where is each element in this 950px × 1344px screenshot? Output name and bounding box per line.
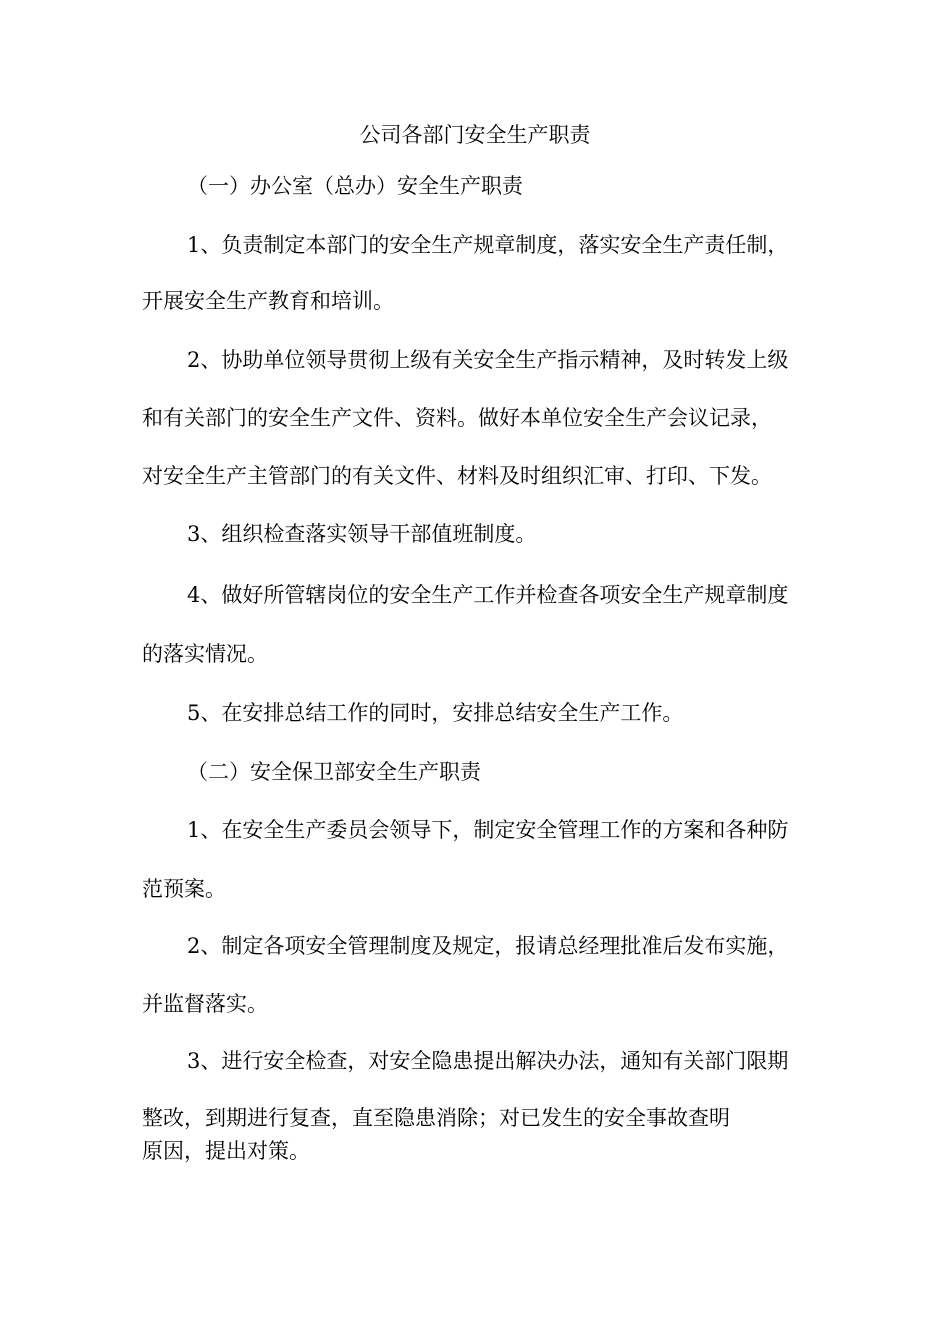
- paragraph-line: 4、做好所管辖岗位的安全生产工作并检查各项安全生产规章制度: [187, 583, 789, 607]
- paragraph-line: 原因，提出对策。: [142, 1139, 310, 1163]
- paragraph-line: 范预案。: [142, 877, 226, 901]
- paragraph-line: 整改，到期进行复查，直至隐患消除；对已发生的安全事故查明: [142, 1106, 730, 1130]
- paragraph-line: 开展安全生产教育和培训。: [142, 289, 394, 313]
- paragraph-line: 3、进行安全检查，对安全隐患提出解决办法，通知有关部门限期: [187, 1049, 789, 1073]
- paragraph-line: 和有关部门的安全生产文件、资料。做好本单位安全生产会议记录，: [142, 406, 772, 430]
- page-title: 公司各部门安全生产职责: [359, 123, 591, 147]
- paragraph-line: 5、在安排总结工作的同时，安排总结安全生产工作。: [187, 701, 684, 725]
- section-heading-office: （一）办公室（总办）安全生产职责: [187, 174, 523, 198]
- paragraph-line: 对安全生产主管部门的有关文件、材料及时组织汇审、打印、下发。: [142, 464, 772, 488]
- paragraph-line: 2、协助单位领导贯彻上级有关安全生产指示精神，及时转发上级: [187, 348, 789, 372]
- paragraph-line: 的落实情况。: [142, 642, 268, 666]
- paragraph-line: 2、制定各项安全管理制度及规定，报请总经理批准后发布实施，: [187, 934, 789, 958]
- paragraph-line: 3、组织检查落实领导干部值班制度。: [187, 522, 537, 546]
- paragraph-line: 并监督落实。: [142, 992, 268, 1016]
- paragraph-line: 1、在安全生产委员会领导下，制定安全管理工作的方案和各种防: [187, 818, 789, 842]
- paragraph-line: 1、负责制定本部门的安全生产规章制度，落实安全生产责任制，: [187, 233, 789, 257]
- section-heading-security: （二）安全保卫部安全生产职责: [187, 760, 481, 784]
